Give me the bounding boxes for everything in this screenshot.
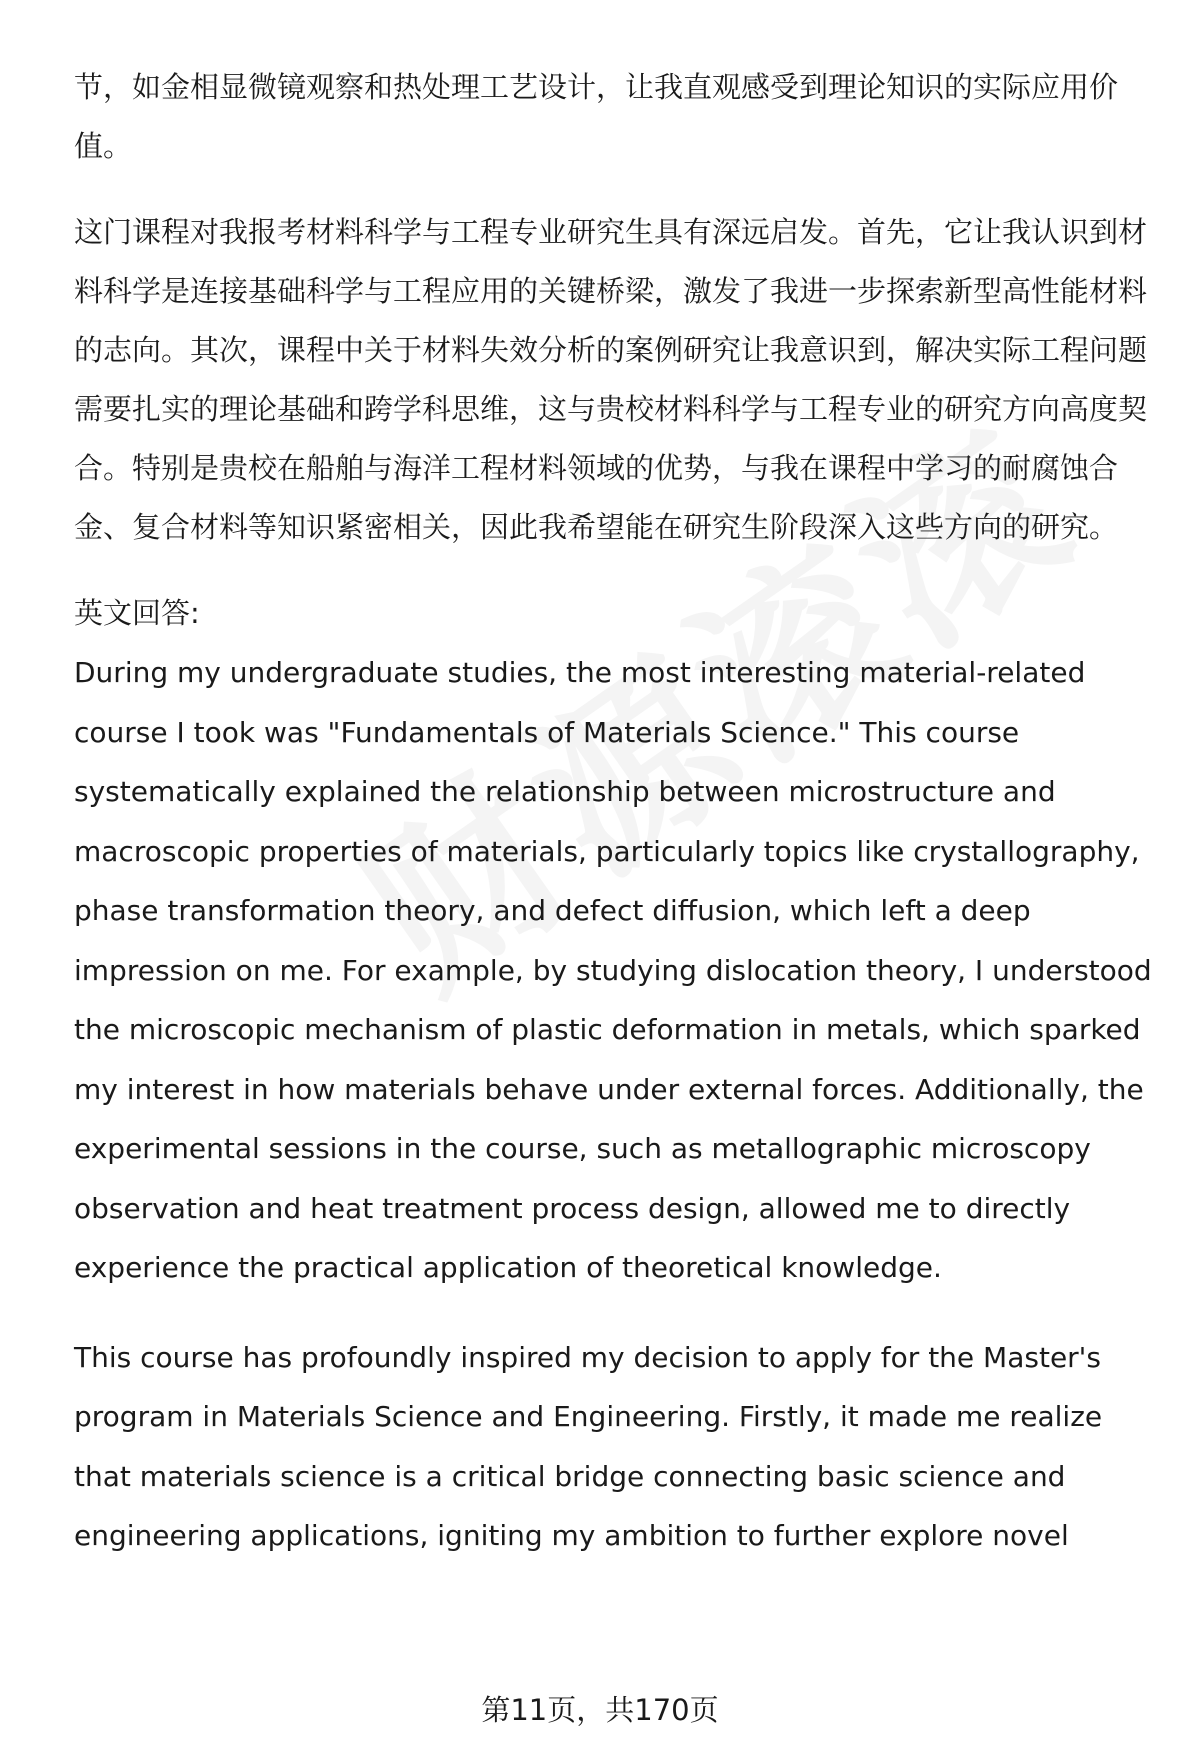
paragraph-zh-2: 这门课程对我报考材料科学与工程专业研究生具有深远启发。首先，它让我认识到材料科学是连接基础科学与工程应用的关键桥梁，激发了我进一步探索新型高性能材料的志向。其次，课程中关于材料失效分析的案例研究让我意识到，解决实际工程问题需要扎实的理论基础和跨学科思维，这与贵校材料科学与工程专业的研究方向高度契合。特别是贵校在船舶与海洋工程材料领域的优势，与我在课程中学习的耐腐蚀合金、复合材料等知识紧密相关，因此我希望能在研究生阶段深入这些方向的研究。: [74, 215, 1148, 544]
page-number-footer: 第11页，共170页: [481, 1693, 719, 1727]
paragraph-en-1: During my undergraduate studies, the most interesting material-related course I took was "Fundamentals of Materials Science." This course systematically explained the relationship between microstructure and macroscopic properties of materials, particularly topics like crystallography, phase transformation theory, and defect diffusion, which left a deep impression on me. For example, by studying dislocation theory, I understood the microscopic mechanism of plastic deformation in metals, which sparked my interest in how materials behave under external forces. Additionally, the experimental sessions in the course, such as metallographic microscopy observation and heat treatment process design, allowed me to directly experience the practical application of theoretical knowledge.: [74, 656, 1152, 1284]
document-page: [74, 58, 1154, 1566]
english-answer-heading: 英文回答:: [74, 596, 200, 630]
paragraph-en-2: This course has profoundly inspired my decision to apply for the Master's program in Materials Science and Engineering. Firstly, it made me realize that materials science is a critical bridge connecting basic science and engineering applications, igniting my ambition to further explore novel: [74, 1340, 1103, 1552]
paragraph-zh-1: 节，如金相显微镜观察和热处理工艺设计，让我直观感受到理论知识的实际应用价值。: [74, 70, 1119, 163]
